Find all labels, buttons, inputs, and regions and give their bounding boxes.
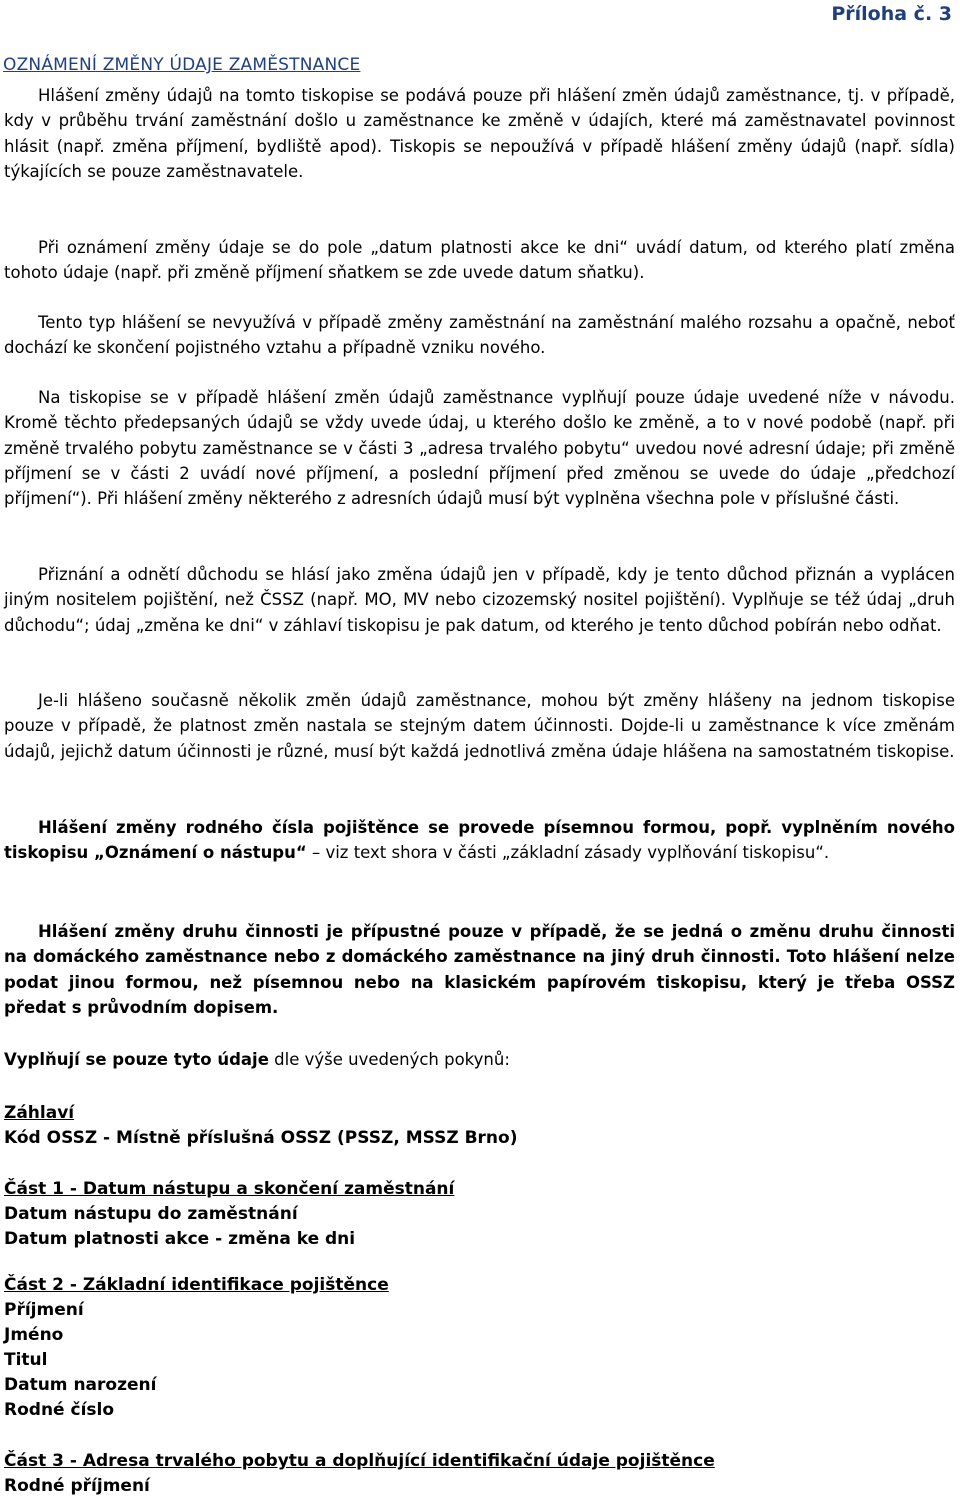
paragraph-birth-number — [4, 815, 955, 866]
field-item: Příjmení — [4, 1300, 84, 1320]
paragraph-bold-text: Hlášení změny druhu činnosti je přípustné pouze v případě, že se jedná o změnu druhu činnosti na domáckého zaměstnance nebo z domáckého zaměstnance na jiný druh činnosti. Toto hlášení nelze podat jinou formou, než písemnou nebo na klasickém papírovém tiskopisu, který je třeba OSSZ předat s průvodním dopisem. — [4, 922, 955, 1017]
paragraph-text: Tento typ hlášení se nevyužívá v případě změny zaměstnání na zaměstnání malého rozsahu a opačně, neboť dochází ke skončení pojistného vztahu a případně vzniku nového. — [4, 313, 955, 358]
field-item: Jméno — [4, 1325, 64, 1345]
section-heading: Část 3 - Adresa trvalého pobytu a doplňující identifikační údaje pojištěnce — [4, 1451, 715, 1471]
paragraph-filled-fields — [4, 385, 955, 511]
field-item: Datum narození — [4, 1375, 157, 1395]
paragraph-text: Při oznámení změny údaje se do pole „datum platnosti akce ke dni“ uvádí datum, od kterého platí změna tohoto údaje (např. při změně příjmení sňatkem se zde uvede datum sňatku). — [4, 238, 955, 283]
paragraph-fields-intro — [4, 1047, 955, 1072]
paragraph-text: dle výše uvedených pokynů: — [268, 1050, 510, 1069]
paragraph-text: Na tiskopise se v případě hlášení změn údajů zaměstnance vyplňují pouze údaje uvedené níže v návodu. Kromě těchto předepsaných údajů se vždy uvede údaj, u kterého došlo ke změně, a to v nové podobě (např. při změně trvalého pobytu zaměstnance se v části 3 „adresa trvalého pobytu“ uvedou nové adresní údaje; při změně příjmení se v části 2 uvádí nové příjmení, a poslední příjmení před změnou se uvede do údaje „předchozí příjmení“). Při hlášení změny některého z adresních údajů musí být vyplněna všechna pole v příslušné části. — [4, 388, 955, 509]
paragraph-bold-text: Vyplňují se pouze tyto údaje — [4, 1050, 269, 1069]
paragraph-validity-date — [4, 235, 955, 286]
field-item: Kód OSSZ - Místně příslušná OSSZ (PSSZ, MSSZ Brno) — [4, 1128, 518, 1148]
paragraph-text: Je-li hlášeno současně několik změn údajů zaměstnance, mohou být změny hlášeny na jednom tiskopise pouze v případě, že platnost změn nastala se stejným datem účinnosti. Dojde-li u zaměstnance k více změnám údajů, jejichž datum účinnosti je různé, musí být každá jednotlivá změna údaje hlášena na samostatném tiskopise. — [4, 691, 955, 761]
field-item: Datum nástupu do zaměstnání — [4, 1204, 298, 1224]
paragraph-small-scale-employment — [4, 310, 955, 361]
section-heading: Záhlaví — [4, 1103, 75, 1123]
section-heading: Část 1 - Datum nástupu a skončení zaměstnání — [4, 1179, 455, 1199]
section-part-3 — [4, 1449, 904, 1499]
paragraph-multiple-changes — [4, 688, 955, 764]
field-item: Rodné příjmení — [4, 1476, 150, 1496]
paragraph-text: – viz text shora v části „základní zásady vyplňování tiskopisu“. — [306, 843, 830, 863]
paragraph-pension — [4, 562, 955, 638]
paragraph-intro — [4, 83, 955, 184]
section-part-2 — [4, 1273, 904, 1423]
field-item: Titul — [4, 1350, 48, 1370]
section-heading: Část 2 - Základní identifikace pojištěnce — [4, 1275, 389, 1295]
paragraph-bold-text: Hlášení změny rodného čísla pojištěnce se provede písemnou formou, popř. vyplněním nového tiskopisu „Oznámení o nástupu“ — [4, 818, 955, 863]
paragraph-activity-type — [4, 919, 955, 1020]
paragraph-text: Přiznání a odnětí důchodu se hlásí jako změna údajů jen v případě, kdy je tento důchod přiznán a vyplácen jiným nositelem pojištění, než ČSSZ (např. MO, MV nebo cizozemský nositel pojištění). Vyplňuje se též údaj „druh důchodu“; údaj „změna ke dni“ v záhlaví tiskopisu je pak datum, od kterého je tento důchod pobírán nebo odňat. — [4, 565, 955, 635]
paragraph-text: Hlášení změny údajů na tomto tiskopise se podává pouze při hlášení změn údajů zaměstnance, tj. v případě, kdy v průběhu trvání zaměstnání došlo u zaměstnance ke změně v údajích, které má zaměstnavatel povinnost hlásit (např. změna příjmení, bydliště apod). Tiskopis se nepoužívá v případě hlášení změny údajů (např. sídla) týkajících se pouze zaměstnavatele. — [4, 86, 955, 181]
document-title: OZNÁMENÍ ZMĚNY ÚDAJE ZAMĚSTNANCE — [3, 55, 361, 75]
annex-label: Příloha č. 3 — [831, 3, 952, 25]
section-part-1 — [4, 1177, 904, 1252]
section-header-fields — [4, 1101, 904, 1151]
field-item: Datum platnosti akce - změna ke dni — [4, 1229, 356, 1249]
field-item: Rodné číslo — [4, 1400, 115, 1420]
